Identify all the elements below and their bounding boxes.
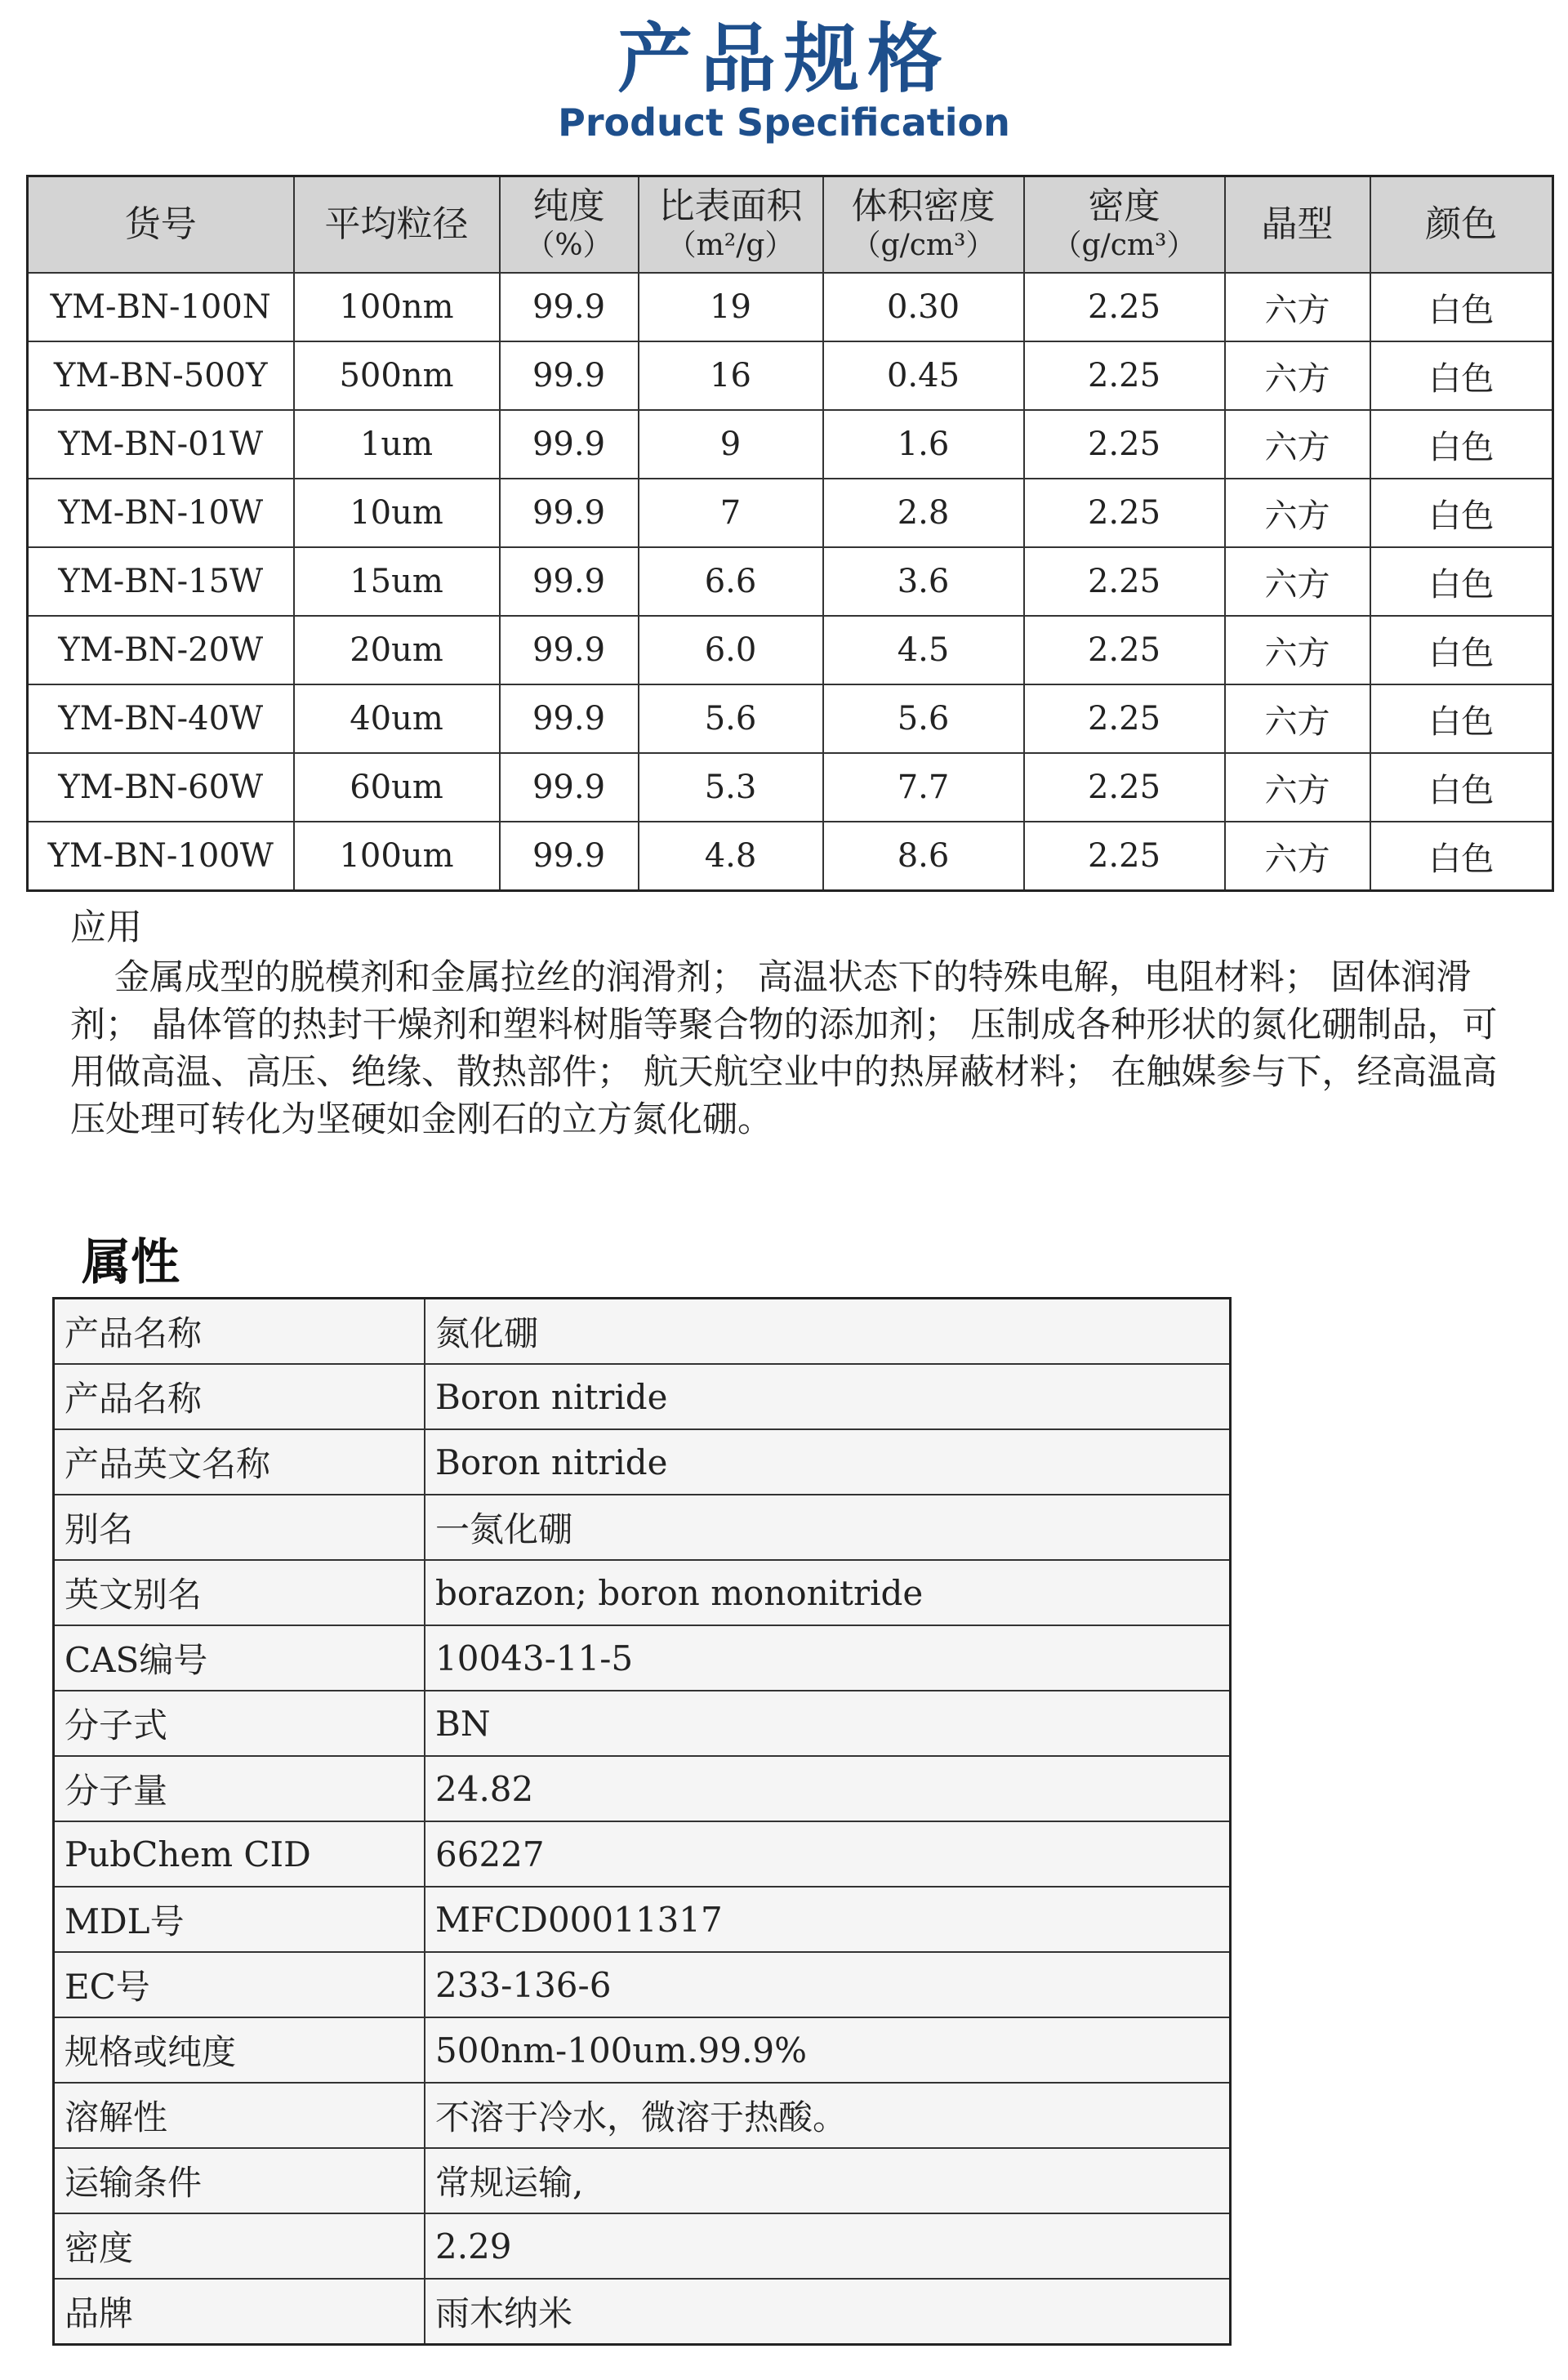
property-key: EC号	[54, 1952, 425, 2017]
spec-header-label: 密度	[1088, 185, 1160, 227]
spec-table-cell: 99.9	[500, 822, 639, 891]
spec-table-cell: 500nm	[294, 341, 500, 410]
spec-table-cell: 2.25	[1024, 341, 1225, 410]
property-row	[54, 2279, 1231, 2345]
property-value: Boron nitride	[425, 1429, 1231, 1495]
spec-header-cell	[1225, 176, 1370, 274]
property-key: 规格或纯度	[54, 2017, 425, 2083]
spec-table-cell: 15um	[294, 547, 500, 616]
property-row	[54, 1364, 1231, 1429]
property-value: borazon; boron mononitride	[425, 1560, 1231, 1625]
spec-table-cell: YM-BN-15W	[28, 547, 294, 616]
property-key: MDL号	[54, 1887, 425, 1952]
property-key: 运输条件	[54, 2148, 425, 2213]
spec-table-cell: 六方	[1225, 616, 1370, 684]
property-key: 英文别名	[54, 1560, 425, 1625]
property-row	[54, 1299, 1231, 1365]
spec-table	[26, 175, 1554, 892]
application-text: 金属成型的脱模剂和金属拉丝的润滑剂； 高温状态下的特殊电解，电阻材料； 固体润滑剂； 晶体管的热封干燥剂和塑料树脂等聚合物的添加剂； 压制成各种形状的氮化硼制品，可用做高温、高压、绝缘、散热部件； 航天航空业中的热屏蔽材料； 在触媒参与下，经高温高压处理可转化为坚硬如金刚石的立方氮化硼。	[70, 957, 1498, 1140]
property-key: 品牌	[54, 2279, 425, 2345]
spec-table-cell: 六方	[1225, 479, 1370, 547]
spec-table-cell: 5.6	[823, 684, 1024, 753]
spec-table-row	[28, 341, 1553, 410]
spec-header-cell	[500, 176, 639, 274]
spec-table-row	[28, 410, 1553, 479]
spec-table-cell: 2.25	[1024, 273, 1225, 341]
spec-table-cell: 99.9	[500, 410, 639, 479]
spec-table-cell: 6.6	[639, 547, 823, 616]
spec-table-cell: 六方	[1225, 273, 1370, 341]
spec-header-unit: （g/cm³）	[1052, 229, 1196, 262]
property-row	[54, 2213, 1231, 2279]
property-row	[54, 2017, 1231, 2083]
spec-table-cell: 1.6	[823, 410, 1024, 479]
spec-table-cell: 7	[639, 479, 823, 547]
spec-table-cell: 2.25	[1024, 684, 1225, 753]
spec-header-cell	[1370, 176, 1553, 274]
spec-header-unit: （m²/g）	[666, 229, 795, 262]
spec-table-cell: 1um	[294, 410, 500, 479]
spec-table-cell: 白色	[1370, 479, 1553, 547]
spec-table-cell: 100nm	[294, 273, 500, 341]
spec-header-label: 平均粒径	[324, 203, 469, 245]
spec-table-row	[28, 616, 1553, 684]
spec-table-cell: 99.9	[500, 616, 639, 684]
property-value: BN	[425, 1691, 1231, 1756]
spec-table-cell: 2.25	[1024, 410, 1225, 479]
property-key: PubChem CID	[54, 1821, 425, 1887]
spec-table-row	[28, 684, 1553, 753]
property-row	[54, 1756, 1231, 1821]
spec-table-cell: 99.9	[500, 547, 639, 616]
spec-table-row	[28, 822, 1553, 891]
property-value: 24.82	[425, 1756, 1231, 1821]
spec-header-label: 晶型	[1261, 203, 1334, 245]
spec-header-cell	[28, 176, 294, 274]
spec-table-cell: 白色	[1370, 547, 1553, 616]
properties-table	[52, 1297, 1232, 2346]
property-key: 产品名称	[54, 1299, 425, 1365]
property-key: 分子式	[54, 1691, 425, 1756]
spec-table-body	[28, 273, 1553, 891]
spec-table-cell: 六方	[1225, 341, 1370, 410]
spec-table-cell: YM-BN-60W	[28, 753, 294, 822]
spec-table-cell: 16	[639, 341, 823, 410]
spec-table-cell: 40um	[294, 684, 500, 753]
spec-table-cell: 99.9	[500, 753, 639, 822]
spec-table-cell: 3.6	[823, 547, 1024, 616]
property-value: 不溶于冷水，微溶于热酸。	[425, 2083, 1231, 2148]
spec-table-cell: 99.9	[500, 684, 639, 753]
spec-header-label: 颜色	[1425, 203, 1498, 245]
spec-table-cell: 19	[639, 273, 823, 341]
property-row	[54, 1821, 1231, 1887]
spec-table-cell: 2.25	[1024, 616, 1225, 684]
spec-table-cell: 4.8	[639, 822, 823, 891]
spec-table-cell: 六方	[1225, 822, 1370, 891]
spec-table-cell: 20um	[294, 616, 500, 684]
spec-header-label: 体积密度	[851, 185, 996, 227]
spec-table-cell: 99.9	[500, 341, 639, 410]
spec-table-row	[28, 547, 1553, 616]
spec-table-cell: 六方	[1225, 753, 1370, 822]
spec-table-cell: YM-BN-40W	[28, 684, 294, 753]
property-value: 氮化硼	[425, 1299, 1231, 1365]
property-row	[54, 1952, 1231, 2017]
spec-table-cell: YM-BN-20W	[28, 616, 294, 684]
spec-table-cell: YM-BN-100W	[28, 822, 294, 891]
spec-table-cell: YM-BN-100N	[28, 273, 294, 341]
spec-header-cell	[823, 176, 1024, 274]
property-key: 别名	[54, 1495, 425, 1560]
property-key: 密度	[54, 2213, 425, 2279]
spec-header-label: 纯度	[532, 185, 605, 227]
spec-header-label: 货号	[124, 203, 197, 245]
page-subtitle: Product Specification	[558, 100, 1010, 145]
spec-table-cell: 白色	[1370, 616, 1553, 684]
property-value: 233-136-6	[425, 1952, 1231, 2017]
spec-table-cell: 六方	[1225, 684, 1370, 753]
spec-table-cell: 六方	[1225, 547, 1370, 616]
spec-table-cell: 5.3	[639, 753, 823, 822]
spec-table-cell: YM-BN-01W	[28, 410, 294, 479]
spec-table-cell: 2.25	[1024, 822, 1225, 891]
property-row	[54, 1560, 1231, 1625]
application-title: 应用	[70, 907, 142, 948]
spec-table-cell: 2.25	[1024, 547, 1225, 616]
spec-table-cell: 99.9	[500, 479, 639, 547]
property-value: 500nm-100um.99.9%	[425, 2017, 1231, 2083]
spec-header-unit: （g/cm³）	[851, 229, 996, 262]
spec-header-label: 比表面积	[658, 185, 803, 227]
spec-table-cell: 2.25	[1024, 753, 1225, 822]
spec-table-cell: 白色	[1370, 273, 1553, 341]
spec-header-cell	[1024, 176, 1225, 274]
property-value: 雨木纳米	[425, 2279, 1231, 2345]
spec-table-cell: YM-BN-500Y	[28, 341, 294, 410]
property-row	[54, 1495, 1231, 1560]
properties-table-body	[54, 1299, 1231, 2345]
property-row	[54, 1691, 1231, 1756]
spec-table-row	[28, 753, 1553, 822]
spec-table-cell: 白色	[1370, 753, 1553, 822]
spec-table-cell: 0.45	[823, 341, 1024, 410]
spec-table-cell: 2.25	[1024, 479, 1225, 547]
property-value: 2.29	[425, 2213, 1231, 2279]
property-key: 产品名称	[54, 1364, 425, 1429]
spec-header-unit: （%）	[525, 229, 612, 262]
property-key: 分子量	[54, 1756, 425, 1821]
property-key: 产品英文名称	[54, 1429, 425, 1495]
spec-table-cell: 10um	[294, 479, 500, 547]
property-value: 一氮化硼	[425, 1495, 1231, 1560]
spec-table-cell: 白色	[1370, 684, 1553, 753]
property-value: 10043-11-5	[425, 1625, 1231, 1691]
property-row	[54, 1887, 1231, 1952]
property-key: 溶解性	[54, 2083, 425, 2148]
spec-table-cell: 白色	[1370, 822, 1553, 891]
property-row	[54, 2148, 1231, 2213]
property-key: CAS编号	[54, 1625, 425, 1691]
spec-table-cell: 6.0	[639, 616, 823, 684]
spec-table-cell: 60um	[294, 753, 500, 822]
spec-table-row	[28, 273, 1553, 341]
spec-table-cell: 100um	[294, 822, 500, 891]
spec-table-cell: 白色	[1370, 341, 1553, 410]
spec-table-cell: YM-BN-10W	[28, 479, 294, 547]
property-value: MFCD00011317	[425, 1887, 1231, 1952]
spec-table-cell: 99.9	[500, 273, 639, 341]
spec-table-row	[28, 479, 1553, 547]
spec-header-row	[28, 176, 1553, 274]
spec-header-cell	[294, 176, 500, 274]
property-value: 66227	[425, 1821, 1231, 1887]
spec-table-cell: 8.6	[823, 822, 1024, 891]
spec-header-cell	[639, 176, 823, 274]
spec-table-cell: 9	[639, 410, 823, 479]
spec-table-cell: 5.6	[639, 684, 823, 753]
property-value: Boron nitride	[425, 1364, 1231, 1429]
spec-table-cell: 7.7	[823, 753, 1024, 822]
page-title: 产品规格	[617, 16, 951, 103]
spec-table-cell: 0.30	[823, 273, 1024, 341]
properties-title: 属性	[82, 1234, 180, 1291]
property-row	[54, 1429, 1231, 1495]
property-row	[54, 2083, 1231, 2148]
property-row	[54, 1625, 1231, 1691]
spec-table-cell: 白色	[1370, 410, 1553, 479]
property-value: 常规运输,	[425, 2148, 1231, 2213]
spec-table-cell: 2.8	[823, 479, 1024, 547]
spec-table-cell: 六方	[1225, 410, 1370, 479]
spec-table-cell: 4.5	[823, 616, 1024, 684]
